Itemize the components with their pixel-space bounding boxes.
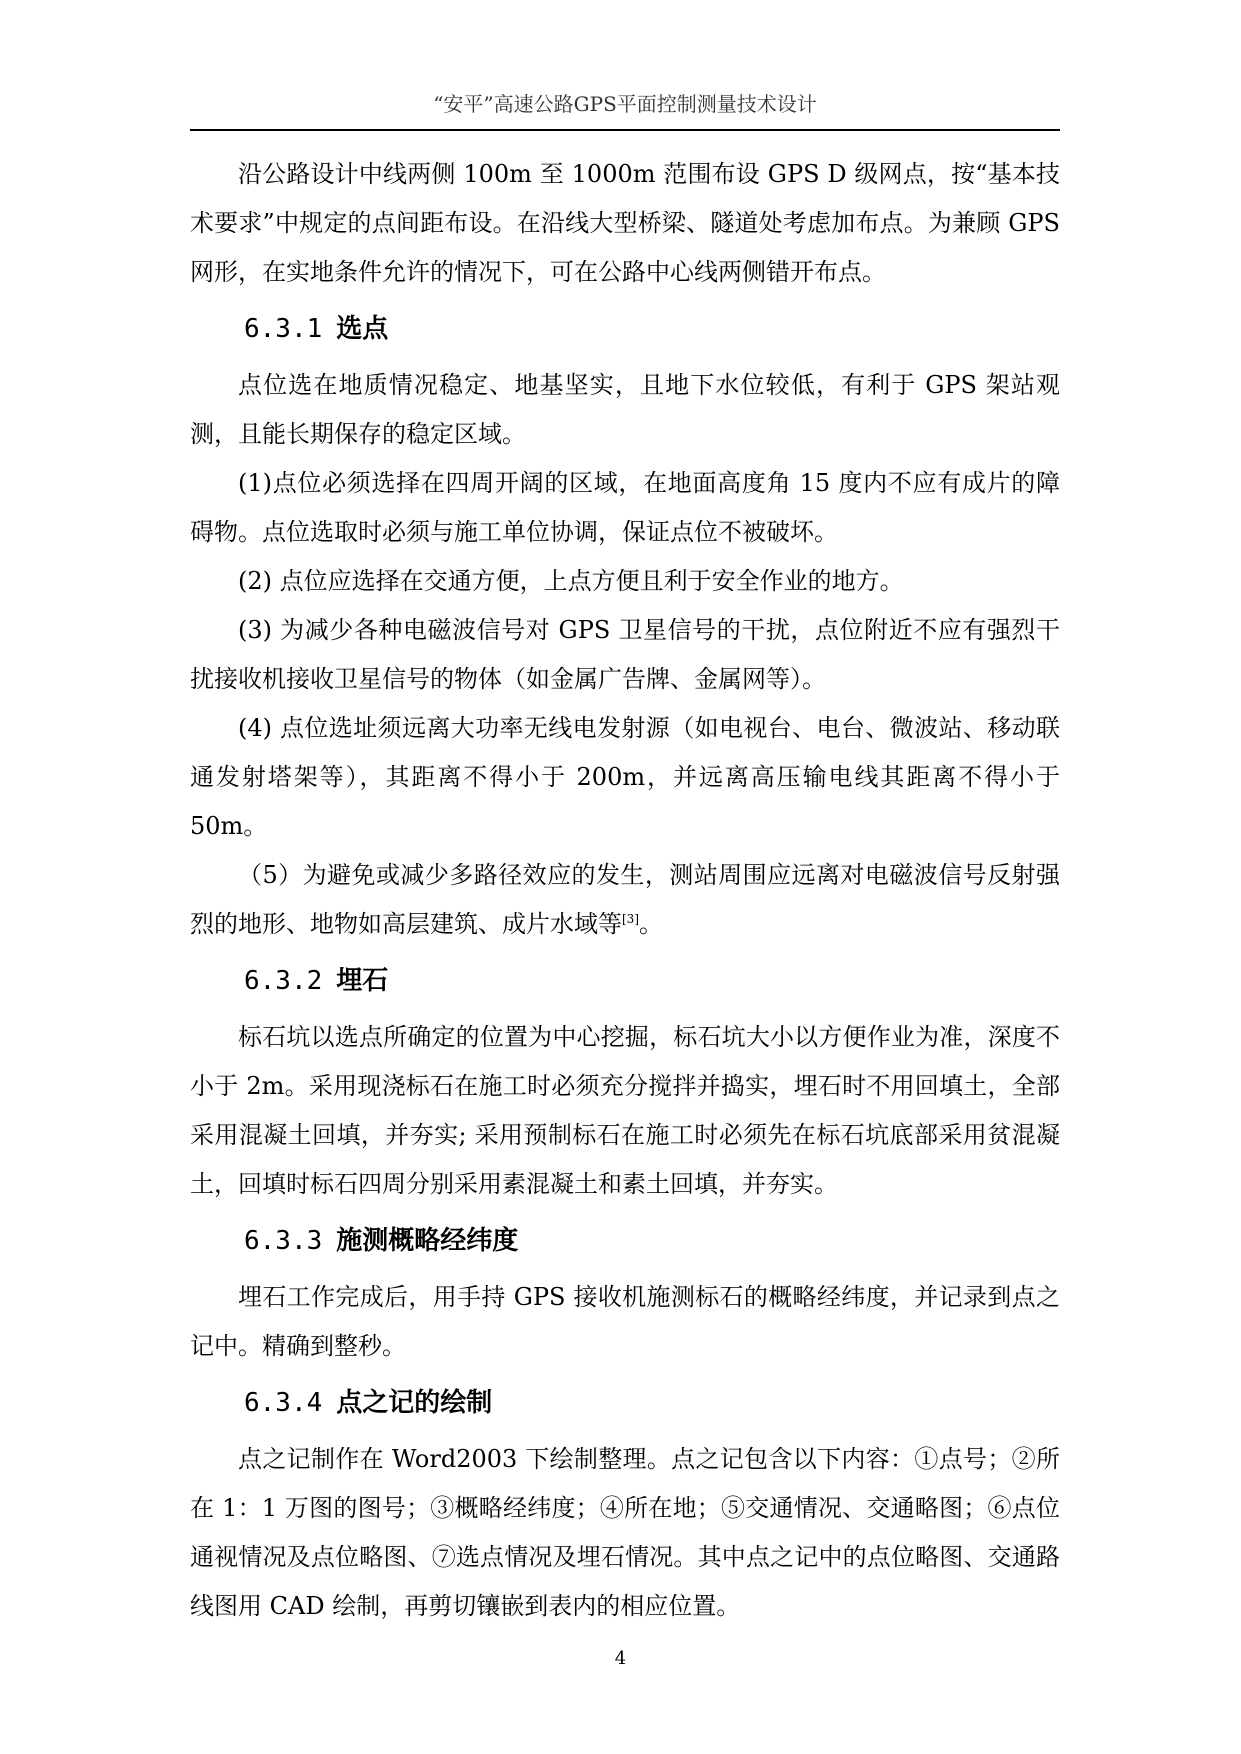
header-rule xyxy=(190,129,1060,131)
section-number: 6.3.1 xyxy=(244,314,323,344)
section-title: 点之记的绘制 xyxy=(336,1388,493,1418)
paragraph: 点之记制作在 Word2003 下绘制整理。点之记包含以下内容：①点号；②所在 1：1 万图的图号；③概略经纬度；④所在地；⑤交通情况、交通略图；⑥点位通视情况及点位略图、⑦选点情况及埋石情况。其中点之记中的点位略图、交通路线图用 CAD 绘制，再剪切镶嵌到表内的相应位置。 xyxy=(190,1445,1060,1620)
section-heading-6-3-1 xyxy=(190,307,1060,351)
list-item-4: (4) 点位选址须远离大功率无线电发射源（如电视台、电台、微波站、移动联通发射塔架等），其距离不得小于 200m，并远离高压输电线其距离不得小于 50m。 xyxy=(190,714,1060,840)
list-item-5-text: （5）为避免或减少多路径效应的发生，测站周围应远离对电磁波信号反射强烈的地形、地物如高层建筑、成片水域等 xyxy=(190,861,1060,938)
page-body xyxy=(190,150,1060,1631)
list-item-2: (2) 点位应选择在交通方便，上点方便且利于安全作业的地方。 xyxy=(238,567,904,595)
page-number: 4 xyxy=(614,1648,627,1669)
section-heading-6-3-4 xyxy=(190,1381,1060,1425)
list-item-5-end: 。 xyxy=(639,910,663,938)
paragraph: 标石坑以选点所确定的位置为中心挖掘，标石坑大小以方便作业为准，深度不小于 2m。采用现浇标石在施工时必须充分搅拌并捣实，埋石时不用回填土，全部采用混凝土回填，并夯实; 采用预制标石在施工时必须先在标石坑底部采用贫混凝土，回填时标石四周分别采用素混凝土和素土回填，并夯实。 xyxy=(190,1023,1060,1198)
intro-paragraph: 沿公路设计中线两侧 100m 至 1000m 范围布设 GPS D 级网点，按“基本技术要求”中规定的点间距布设。在沿线大型桥梁、隧道处考虑加布点。为兼顾 GPS 网形，在实地条件允许的情况下，可在公路中心线两侧错开布点。 xyxy=(190,160,1060,286)
section-title: 选点 xyxy=(336,314,389,344)
list-item-5 xyxy=(190,851,1060,949)
section-number: 6.3.3 xyxy=(244,1226,323,1256)
list-item-3: (3) 为减少各种电磁波信号对 GPS 卫星信号的干扰，点位附近不应有强烈干扰接收机接收卫星信号的物体（如金属广告牌、金属网等）。 xyxy=(190,616,1060,693)
running-header: “安平”高速公路GPS平面控制测量技术设计 xyxy=(433,92,817,116)
list-item-1: (1)点位必须选择在四周开阔的区域，在地面高度角 15 度内不应有成片的障碍物。点位选取时必须与施工单位协调，保证点位不被破坏。 xyxy=(190,469,1060,546)
section-title: 埋石 xyxy=(336,966,389,996)
section-title: 施测概略经纬度 xyxy=(336,1226,519,1256)
paragraph: 埋石工作完成后，用手持 GPS 接收机施测标石的概略经纬度，并记录到点之记中。精确到整秒。 xyxy=(190,1283,1060,1360)
section-heading-6-3-3 xyxy=(190,1219,1060,1263)
section-number: 6.3.4 xyxy=(244,1388,323,1418)
citation-ref: [3] xyxy=(622,912,639,926)
section-heading-6-3-2 xyxy=(190,959,1060,1003)
section-number: 6.3.2 xyxy=(244,966,323,996)
paragraph: 点位选在地质情况稳定、地基坚实，且地下水位较低，有利于 GPS 架站观测，且能长期保存的稳定区域。 xyxy=(190,371,1060,448)
